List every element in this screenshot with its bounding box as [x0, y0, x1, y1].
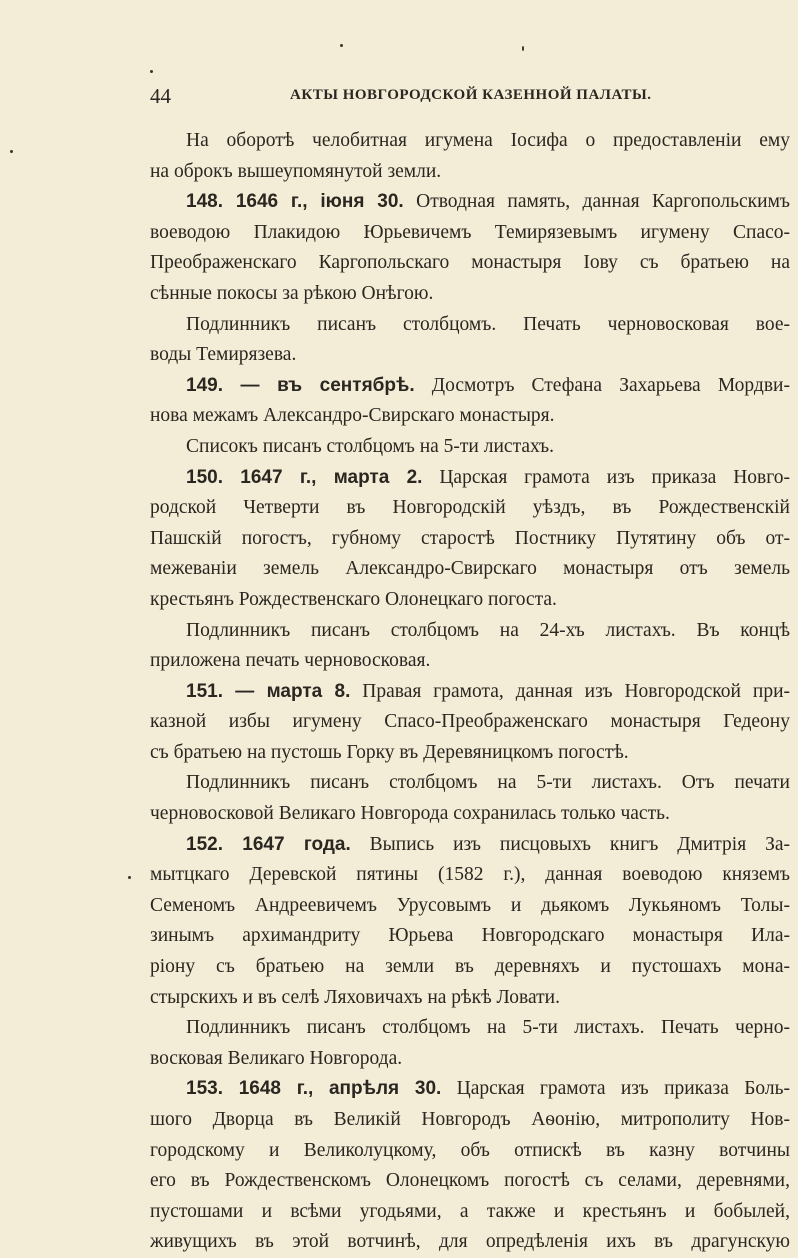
text-line [150, 554, 790, 585]
print-speck [128, 876, 131, 879]
line-text: Списокъ писанъ столбцомъ на 5-ти листахъ. [186, 435, 554, 457]
text-line [150, 524, 790, 555]
text-line [150, 1074, 790, 1105]
text-line [150, 952, 790, 983]
text-line [150, 1044, 790, 1075]
line-text: Преображенскаго Каргопольскаго монастыря Іову съ братьею на [150, 252, 790, 274]
entry-heading: 150. 1647 г., марта 2. [186, 466, 423, 488]
text-line [150, 860, 790, 891]
line-text: Пашскій погостъ, губному старостѣ Постнику Путятину объ от- [150, 527, 790, 549]
line-text: городскому и Великолуцкому, объ отпискѣ въ казну вотчины [150, 1139, 790, 1161]
line-text: на оброкъ вышеупомянутой земли. [150, 160, 442, 182]
text-line [150, 493, 790, 524]
text-line [150, 371, 790, 402]
text-line [150, 1136, 790, 1167]
line-text: Подлинникъ писанъ столбцомъ на 5-ти листахъ. Печать черно- [186, 1017, 790, 1039]
text-line [150, 707, 790, 738]
text-line [150, 1013, 790, 1044]
print-speck [10, 150, 13, 153]
text-line [150, 677, 790, 708]
line-text: казной избы игумену Спасо-Преображенскаго монастыря Гедеону [150, 711, 790, 733]
line-text: ріону съ братьею на земли въ деревняхъ и пустошахъ мона- [150, 956, 790, 978]
text-line [150, 616, 790, 647]
text-line [150, 157, 790, 188]
text-line [150, 248, 790, 279]
running-header [150, 84, 790, 108]
line-text: пустошами и всѣми угодьями, а также и крестьянъ и бобылей, [150, 1200, 790, 1222]
text-line [150, 1105, 790, 1136]
print-speck [340, 44, 343, 47]
line-text: приложена печать черновосковая. [150, 650, 431, 672]
text-line [150, 1197, 790, 1228]
line-text: Семеномъ Андреевичемъ Урусовымъ и дьякомъ Лукьяномъ Толы- [150, 894, 790, 916]
line-text: Подлинникъ писанъ столбцомъ на 5-ти листахъ. Отъ печати [186, 772, 790, 794]
line-text: воды Темирязева. [150, 344, 297, 366]
print-speck [522, 46, 524, 51]
text-line [150, 768, 790, 799]
line-text: Царская грамота изъ приказа Новго- [422, 466, 790, 488]
line-text: мытцкаго Деревской пятины (1582 г.), данная воеводою княземъ [150, 864, 790, 886]
line-text: черновосковой Великаго Новгорода сохранилась только часть. [150, 803, 670, 825]
text-line [150, 1166, 790, 1197]
entry-heading: 148. 1646 г., іюня 30. [186, 191, 404, 213]
line-text: сѣнные покосы за рѣкою Онѣгою. [150, 282, 434, 304]
page-number: 44 [150, 84, 171, 108]
line-text: съ братьею на пустошь Горку въ Деревяницкомъ погостѣ. [150, 741, 629, 763]
line-text: стырскихъ и въ селѣ Ляховичахъ на рѣкѣ Ловати. [150, 986, 560, 1008]
line-text: Выпись изъ писцовыхъ книгъ Дмитрія За- [350, 833, 790, 855]
text-line [150, 401, 790, 432]
line-text: межеваніи земель Александро-Свирскаго монастыря отъ земель [150, 558, 790, 580]
line-text: крестьянъ Рождественскаго Олонецкаго погоста. [150, 588, 557, 610]
text-line [150, 799, 790, 830]
running-title: АКТЫ НОВГОРОДСКОЙ КАЗЕННОЙ ПАЛАТЫ. [290, 87, 652, 103]
line-text: его въ Рождественскомъ Олонецкомъ погостѣ съ селами, деревнями, [150, 1170, 790, 1192]
line-text: Царская грамота изъ приказа Боль- [441, 1078, 790, 1100]
line-text: воеводою Плакидою Юрьевичемъ Темирязевымъ игумену Спасо- [150, 221, 790, 243]
document-body [150, 126, 790, 1258]
entry-heading: 153. 1648 г., апрѣля 30. [186, 1078, 442, 1100]
line-text: живущихъ въ этой вотчинѣ, для опредѣленія ихъ въ драгунскую [150, 1231, 790, 1253]
text-line [150, 983, 790, 1014]
line-text: восковая Великаго Новгорода. [150, 1047, 403, 1069]
text-line [150, 432, 790, 463]
line-text: Подлинникъ писанъ столбцомъ на 24-хъ листахъ. Въ концѣ [186, 619, 790, 641]
print-speck [150, 70, 153, 73]
text-line [150, 463, 790, 494]
entry-heading: 152. 1647 года. [186, 833, 351, 855]
line-text: Отводная память, данная Каргопольскимъ [403, 191, 790, 213]
text-line [150, 891, 790, 922]
text-line [150, 738, 790, 769]
line-text: Подлинникъ писанъ столбцомъ. Печать черновосковая вое- [186, 313, 790, 335]
line-text: Правая грамота, данная изъ Новгородской при- [350, 680, 790, 702]
line-text: нова межамъ Александро-Свирскаго монастыря. [150, 405, 555, 427]
text-line [150, 830, 790, 861]
text-line [150, 279, 790, 310]
text-line [150, 218, 790, 249]
line-text: родской Четверти въ Новгородскій уѣздъ, въ Рождественскій [150, 497, 790, 519]
text-line [150, 921, 790, 952]
text-line [150, 126, 790, 157]
line-text: На оборотѣ челобитная игумена Іосифа о предоставленіи ему [186, 130, 790, 151]
entry-heading: 149. — въ сентябрѣ. [186, 374, 415, 396]
text-line [150, 340, 790, 371]
text-line [150, 585, 790, 616]
line-text: шого Дворца въ Великій Новгородъ Аѳонію, митрополиту Нов- [150, 1109, 790, 1130]
line-text: зинымъ архимандриту Юрьева Новгородскаго монастыря Ила- [150, 925, 790, 947]
text-line [150, 1227, 790, 1258]
text-line [150, 646, 790, 677]
text-line [150, 187, 790, 218]
text-line [150, 310, 790, 341]
entry-heading: 151. — марта 8. [186, 680, 351, 702]
line-text: Досмотръ Стефана Захарьева Мордви- [414, 374, 790, 396]
